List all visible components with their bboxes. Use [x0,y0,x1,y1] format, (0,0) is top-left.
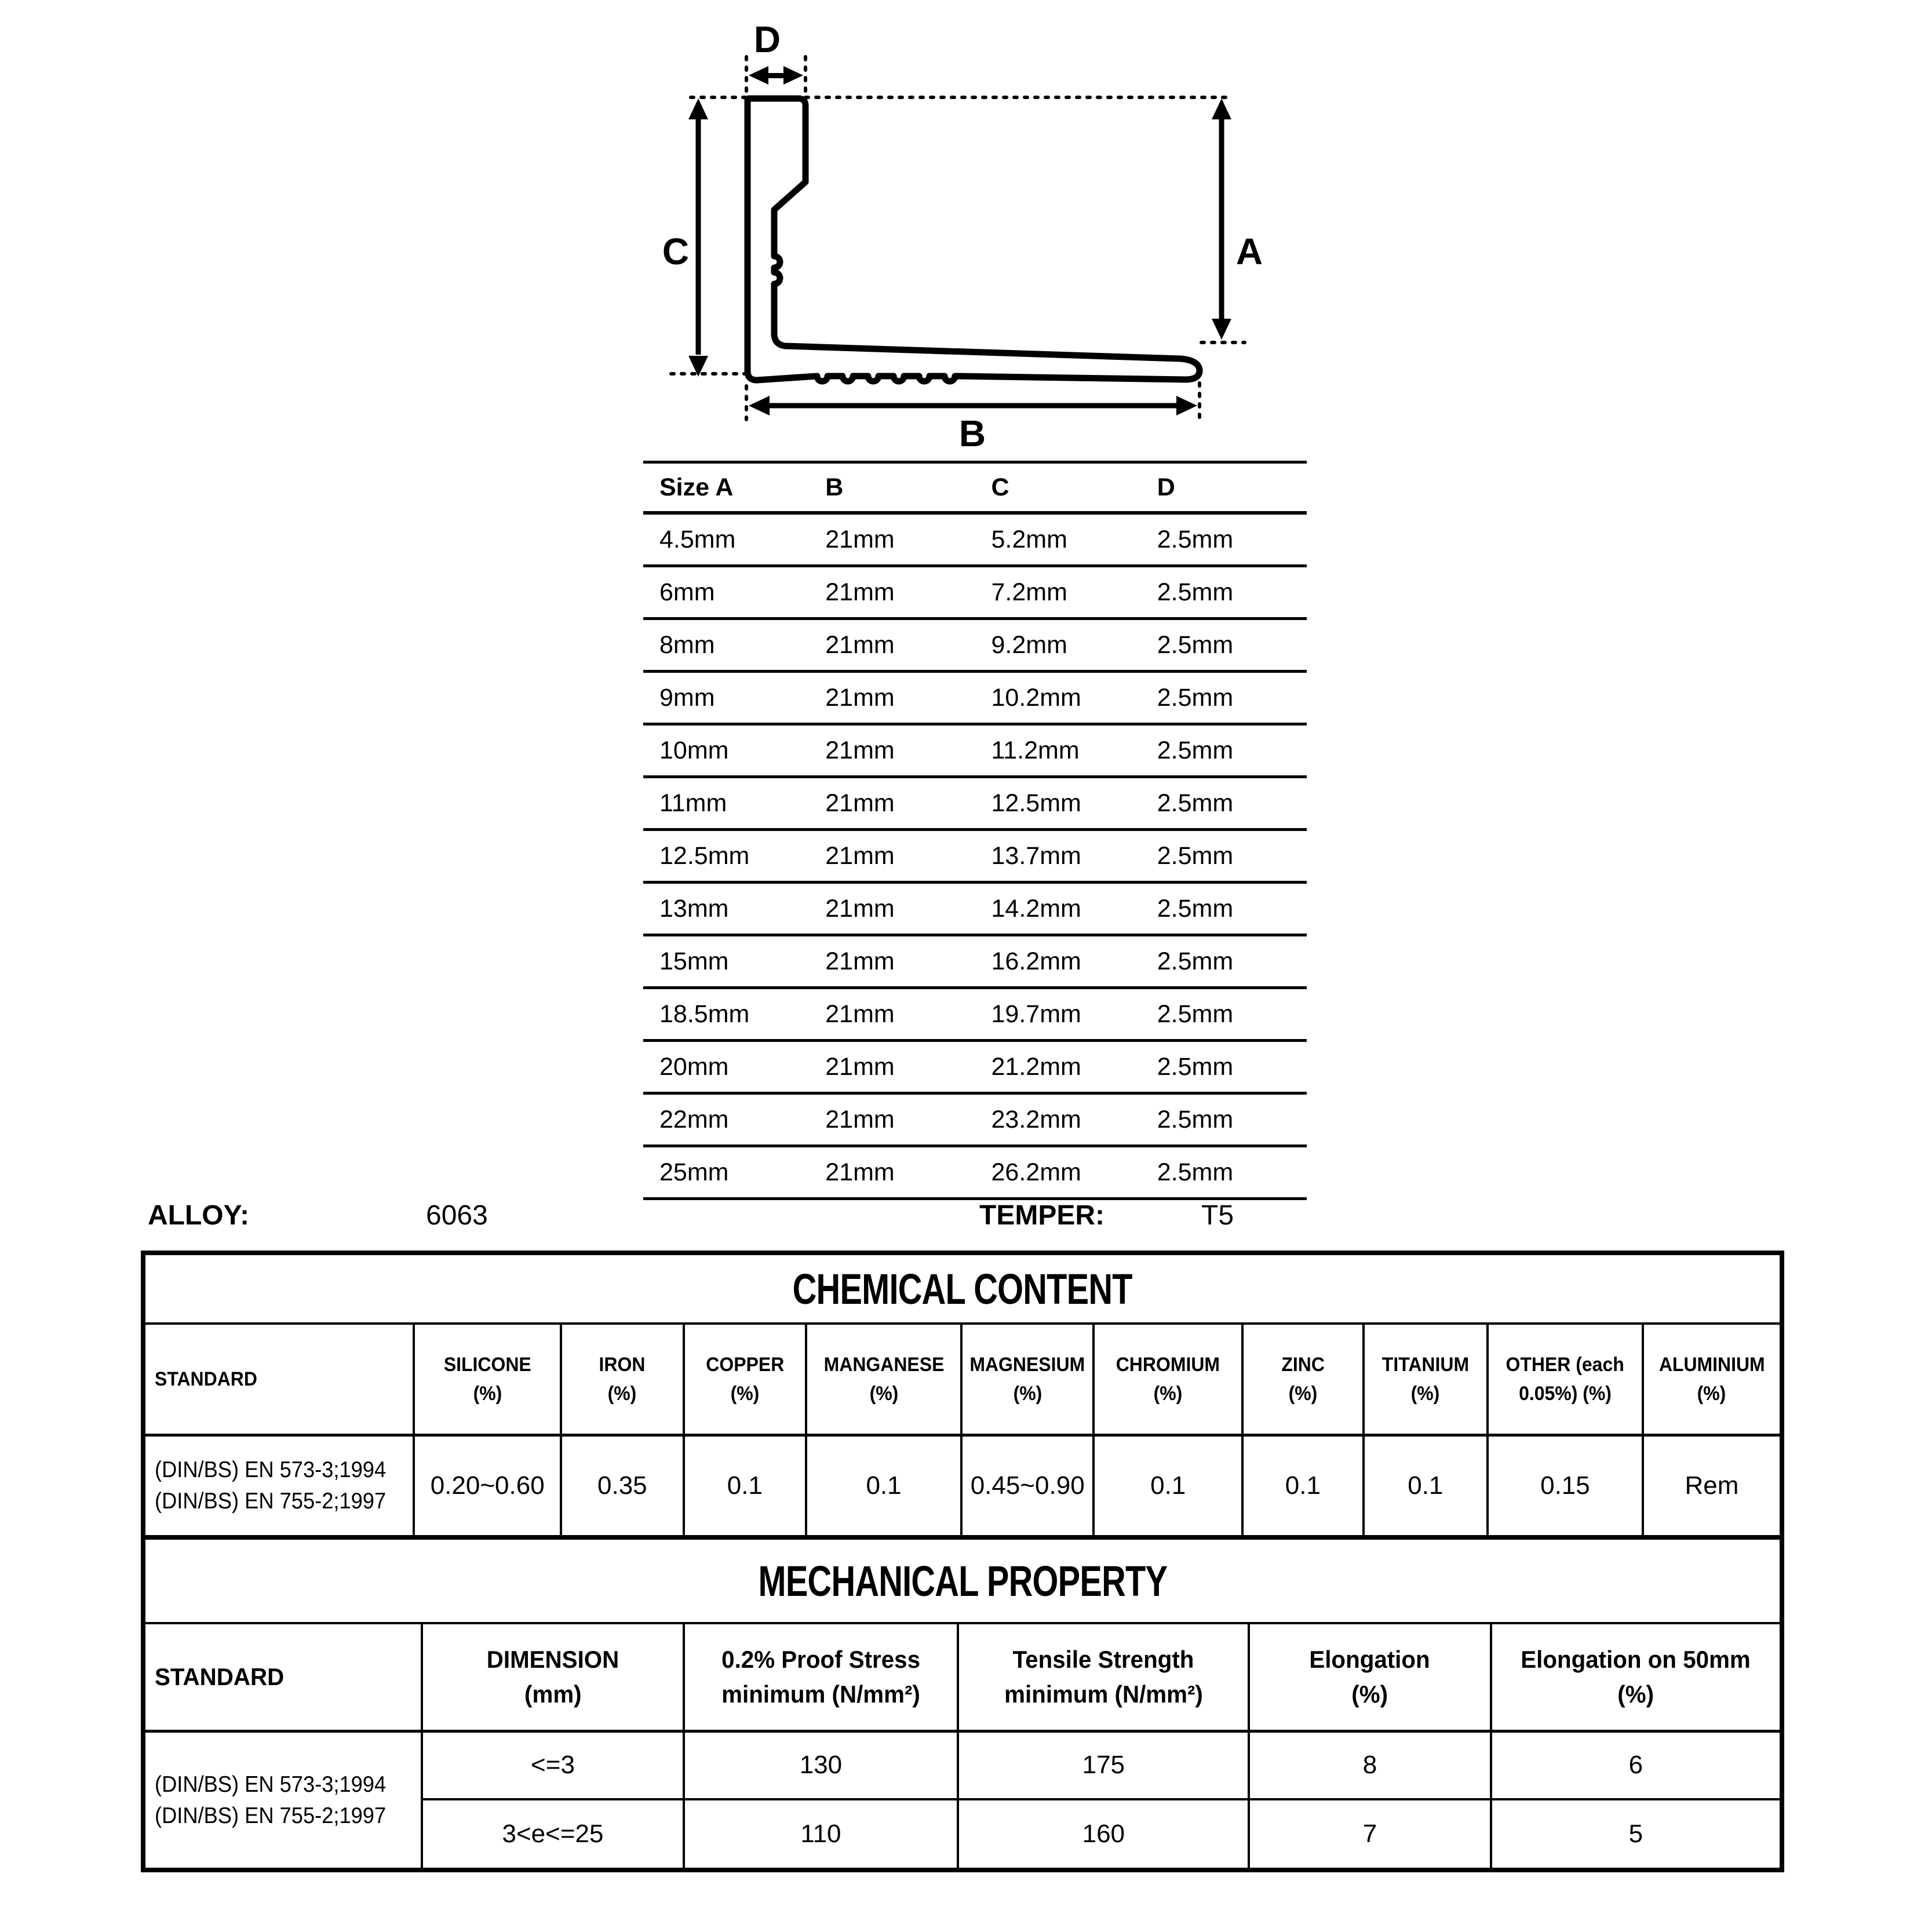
size-table-row [643,989,1307,1042]
chemical-value-cell: 0.35 [562,1437,685,1535]
mechanical-value-cell: 6 [1492,1733,1780,1800]
size-table-cell: 21mm [825,736,895,764]
chemical-header-cell [1644,1325,1780,1434]
size-table-cell: 22mm [659,1105,729,1133]
mechanical-value-cell: 8 [1250,1733,1492,1800]
chemical-data-row [145,1437,1780,1540]
size-table-cell: 13mm [659,894,729,923]
chemical-header-unit: (%) [869,1383,898,1405]
mechanical-data-rows [145,1733,1780,1868]
chemical-value-cell: Rem [1685,1471,1739,1500]
chemical-header-unit: (%) [1288,1383,1318,1405]
chemical-value-cell: 0.1 [685,1437,808,1535]
size-table-header-row [643,461,1307,515]
mechanical-header-standard-label: STANDARD [155,1663,285,1690]
size-table-cell: 25mm [659,1158,729,1186]
size-table-cell: 2.5mm [1157,789,1234,817]
chemical-header-name: MAGNESIUM [969,1354,1085,1376]
size-table-cell: 2.5mm [1157,947,1234,975]
chemical-header-unit: (%) [1697,1383,1726,1405]
size-table-row [643,1147,1307,1200]
size-table-cell: 2.5mm [1157,1105,1234,1133]
size-table-cell: 21mm [825,789,895,817]
temper-label: TEMPER: [979,1200,1104,1231]
mechanical-value-cell: 160 [959,1800,1250,1868]
size-table-cell: 8mm [659,630,715,659]
mechanical-header-unit: minimum (N/mm²) [1004,1681,1203,1708]
mechanical-value-cell: 130 [685,1733,960,1800]
chemical-header-unit: (%) [1410,1383,1440,1405]
size-table-body [643,515,1307,1200]
mechanical-header-name: Elongation [1309,1646,1431,1673]
profile-cross-section-diagram [637,10,1281,454]
size-table-cell: 21.2mm [991,1052,1081,1081]
size-table-cell: 2.5mm [1157,894,1234,923]
mechanical-header-cell [423,1624,684,1730]
size-table-cell: 21mm [825,1000,895,1028]
mechanical-header-unit: (mm) [524,1681,582,1708]
size-table-cell: 21mm [825,578,895,606]
size-table-cell: 12.5mm [991,789,1081,817]
mechanical-value-cell: 7 [1250,1800,1492,1868]
size-table-cell: 19.7mm [991,1000,1081,1028]
chemical-standard-line: (DIN/BS) EN 755-2;1997 [155,1489,387,1514]
size-table-cell: 9mm [659,683,715,712]
mechanical-header-unit: minimum (N/mm²) [721,1681,920,1708]
size-table-cell: 2.5mm [1157,736,1234,764]
size-table-row [643,936,1307,989]
chemical-header-unit: (%) [1013,1383,1042,1405]
size-table-cell: 21mm [825,841,895,870]
chemical-header-unit: (%) [730,1383,760,1405]
temper-value: T5 [1201,1200,1234,1231]
size-table-header-size-a: Size A [659,473,734,501]
size-table-cell: 2.5mm [1157,525,1234,553]
size-table-cell: 21mm [825,630,895,659]
diagram-label-d: D [753,19,781,60]
size-table-row [643,673,1307,726]
chemical-header-cell [963,1325,1095,1434]
chemical-header-cell [1365,1325,1489,1434]
chemical-header-standard [145,1325,415,1434]
mechanical-header-cell [959,1624,1250,1730]
chemical-value-cell: 0.1 [1244,1437,1365,1535]
mechanical-header-cell [685,1624,960,1730]
chemical-header-name: COPPER [705,1354,784,1376]
size-table-header-d: D [1157,473,1175,501]
mechanical-value-cell: 110 [685,1800,960,1868]
mechanical-value-cell: 3<e<=25 [423,1800,684,1868]
size-table-row [643,515,1307,567]
mechanical-header-row [145,1624,1780,1733]
size-table-cell: 21mm [825,525,895,553]
mechanical-property-title-row [145,1540,1780,1624]
spec-table [141,1251,1784,1872]
size-table-cell: 2.5mm [1157,841,1234,870]
chemical-value-cell: 0.1 [807,1437,963,1535]
size-table-header-c: C [991,473,1009,501]
chemical-header-cell [415,1325,562,1434]
chemical-header-name: IRON [599,1354,646,1376]
chemical-value-cell: 0.1 [1095,1437,1244,1535]
mechanical-property-title: MECHANICAL PROPERTY [758,1556,1167,1605]
chemical-header-cell [1244,1325,1365,1434]
size-table-cell: 21mm [825,894,895,923]
mechanical-header-name: Tensile Strength [1012,1646,1194,1673]
chemical-standard-cell [145,1437,415,1535]
size-table-cell: 2.5mm [1157,1052,1234,1081]
size-table-row [643,726,1307,778]
size-table-cell: 12.5mm [659,841,750,870]
chemical-header-cell [1489,1325,1644,1434]
diagram-label-b: B [958,413,986,454]
chemical-header-unit: 0.05%) (%) [1518,1383,1612,1405]
size-table-cell: 11mm [659,789,727,817]
size-table-cell: 5.2mm [991,525,1067,553]
l-profile-outline [748,99,1200,381]
size-table-row [643,778,1307,831]
chemical-value-cell: 0.15 [1489,1437,1644,1535]
chemical-header-name: ZINC [1281,1354,1325,1376]
chemical-value-cell: 0.20~0.60 [415,1437,562,1535]
size-table-cell: 11.2mm [991,736,1080,764]
size-table-cell: 21mm [825,947,895,975]
mechanical-header-cell [1492,1624,1780,1730]
size-table-cell: 6mm [659,578,715,606]
size-table-row [643,620,1307,673]
size-table-cell: 13.7mm [991,841,1081,870]
diagram-label-c: C [662,231,690,272]
chemical-header-unit: (%) [1153,1383,1183,1405]
chemical-header-unit: (%) [607,1383,637,1405]
size-table-cell: 21mm [825,1052,895,1081]
size-table-header-b: B [825,473,844,501]
chemical-header-row [145,1325,1780,1437]
size-table-cell: 18.5mm [659,1000,750,1028]
chemical-header-cell [1095,1325,1244,1434]
mechanical-header-name: 0.2% Proof Stress [721,1646,920,1673]
mechanical-value-cell: 175 [959,1733,1250,1800]
chemical-value-cell: 0.1 [1365,1437,1489,1535]
chemical-header-cell [685,1325,808,1434]
size-table-cell: 10.2mm [991,683,1081,712]
size-table [643,461,1307,1200]
mechanical-header-standard [145,1624,423,1730]
chemical-standard-line: (DIN/BS) EN 573-3;1994 [155,1457,387,1482]
mechanical-header-cell [1250,1624,1492,1730]
chemical-header-cell [562,1325,685,1434]
chemical-header-name: ALUMINIUM [1658,1354,1765,1376]
chemical-header-name: MANGANESE [823,1354,944,1376]
size-table-cell: 7.2mm [991,578,1067,606]
size-table-cell: 20mm [659,1052,729,1081]
size-table-cell: 2.5mm [1157,578,1234,606]
mechanical-value-cell: 5 [1628,1819,1643,1848]
size-table-cell: 4.5mm [659,525,736,553]
size-table-cell: 21mm [825,683,895,712]
size-table-row [643,884,1307,936]
size-table-row [643,567,1307,620]
mechanical-header-unit: (%) [1351,1681,1388,1708]
size-table-cell: 21mm [825,1158,895,1186]
size-table-cell: 21mm [825,1105,895,1133]
mechanical-standard-line: (DIN/BS) EN 755-2;1997 [155,1803,387,1828]
diagram-label-a: A [1235,231,1263,272]
mechanical-value-cell: <=3 [423,1733,684,1800]
chemical-header-name: SILICONE [443,1354,531,1376]
size-table-cell: 2.5mm [1157,1158,1234,1186]
size-table-row [643,831,1307,884]
size-table-cell: 2.5mm [1157,1000,1234,1028]
chemical-header-standard-label: STANDARD [155,1368,257,1390]
chemical-header-cell [807,1325,963,1434]
mechanical-header-unit: (%) [1617,1681,1654,1708]
chemical-header-unit: (%) [473,1383,502,1405]
chemical-value-cell: 0.45~0.90 [963,1437,1095,1535]
size-table-cell: 15mm [659,947,729,975]
mechanical-standard-cell [145,1733,423,1868]
mechanical-header-name: Elongation on 50mm [1521,1646,1751,1673]
size-table-cell: 16.2mm [991,947,1081,975]
chemical-header-name: TITANIUM [1381,1354,1469,1376]
mechanical-header-name: DIMENSION [486,1646,619,1673]
size-table-row [643,1042,1307,1095]
size-table-cell: 14.2mm [991,894,1081,923]
size-table-cell: 10mm [659,736,729,764]
alloy-label: ALLOY: [148,1200,250,1231]
size-table-cell: 2.5mm [1157,683,1234,712]
chemical-content-title-row [145,1255,1780,1325]
alloy-value: 6063 [426,1200,488,1231]
size-table-cell: 9.2mm [991,630,1067,659]
chemical-content-title: CHEMICAL CONTENT [792,1264,1133,1313]
mechanical-standard-line: (DIN/BS) EN 573-3;1994 [155,1771,387,1797]
chemical-header-name: OTHER (each [1505,1354,1625,1376]
size-table-cell: 26.2mm [991,1158,1081,1186]
size-table-row [643,1095,1307,1147]
chemical-header-name: CHROMIUM [1116,1354,1220,1376]
size-table-cell: 2.5mm [1157,630,1234,659]
size-table-cell: 23.2mm [991,1105,1081,1133]
